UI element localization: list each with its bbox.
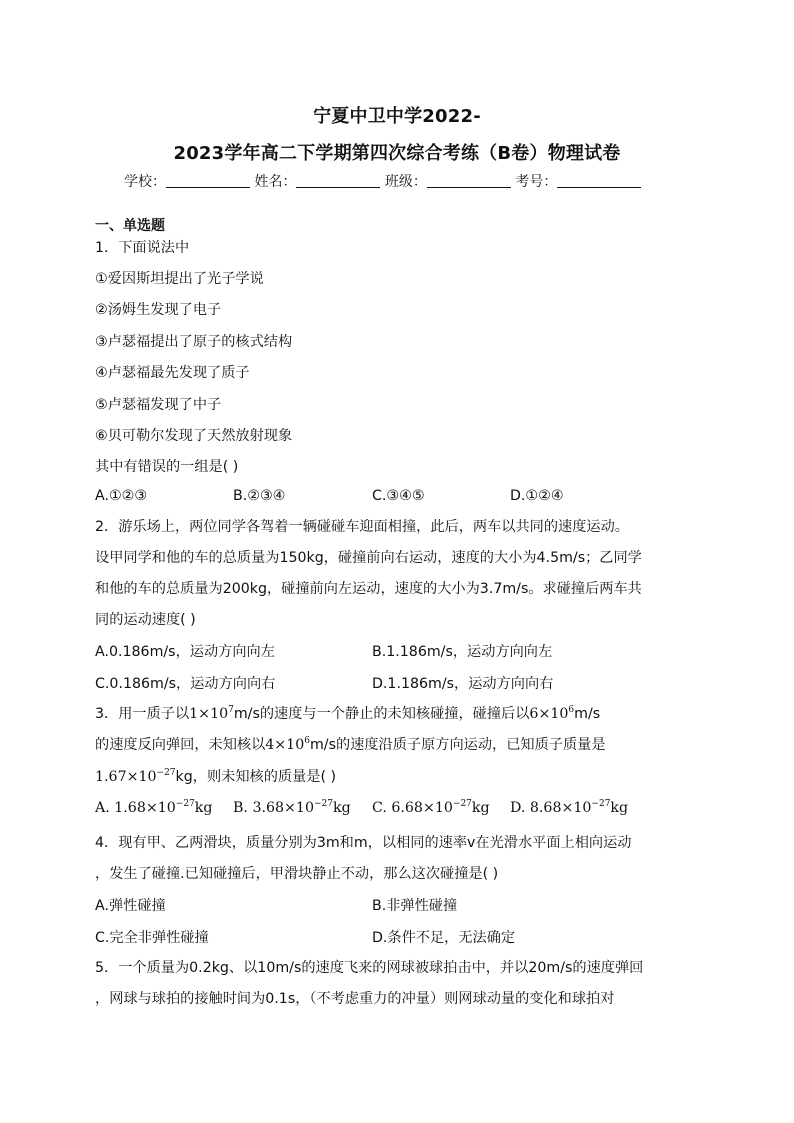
q3-value: 1×10 [189,706,229,722]
q1-option-d[interactable]: D.①②④ [510,488,564,504]
q3-text: 的速度反向弹回，未知核以 [95,737,266,753]
option-exponent: −27 [313,799,333,809]
q3-line-2 [95,735,606,755]
q4-option-a[interactable]: A.弹性碰撞 [95,898,166,914]
q3-line-3 [95,767,336,787]
exam-no-blank[interactable] [557,175,641,188]
q3-option-d[interactable] [510,800,628,816]
student-info-row [124,171,641,191]
option-value: D. 8.68×10 [510,800,592,816]
q2-option-d[interactable]: D.1.186m/s，运动方向向右 [372,676,554,692]
name-blank[interactable] [296,175,380,188]
option-unit: kg [610,800,629,816]
q1-option-a[interactable]: A.①②③ [95,488,148,504]
q2-line: 2．游乐场上，两位同学各驾着一辆碰碰车迎面相撞，此后，两车以共同的速度运动。 [95,519,629,535]
option-exponent: −27 [175,799,195,809]
q3-exponent: −27 [156,768,176,778]
q3-value: 1.67×10 [95,769,157,785]
q2-option-a[interactable]: A.0.186m/s，运动方向向左 [95,644,275,660]
q1-item: ④卢瑟福最先发现了质子 [95,365,250,381]
section-title: 一、单选题 [95,218,165,234]
q3-value: 4×10 [265,737,305,753]
option-value: A. 1.68×10 [95,800,176,816]
q3-option-c[interactable] [372,800,490,816]
option-exponent: −27 [591,799,611,809]
q5-line: 5．一个质量为0.2kg、以10m/s的速度飞来的网球被球拍击中，并以20m/s的速度弹回 [95,960,644,976]
q3-exponent: 7 [228,705,234,715]
exam-no-label: 考号： [515,174,558,190]
option-value: C. 6.68×10 [372,800,453,816]
class-blank[interactable] [427,175,511,188]
school-blank[interactable] [166,175,250,188]
q1-item: ⑤卢瑟福发现了中子 [95,397,222,413]
q3-option-a[interactable] [95,800,212,816]
q3-exponent: 6 [304,736,310,746]
option-unit: kg [194,800,213,816]
title-line-1: 宁夏中卫中学2022- [313,106,481,127]
q4-option-b[interactable]: B.非弹性碰撞 [372,898,458,914]
q2-line: 同的运动速度( ) [95,612,196,628]
q2-line: 和他的车的总质量为200kg，碰撞前向左运动，速度的大小为3.7m/s。求碰撞后两车共 [95,581,642,597]
q3-unit: m/s [574,706,601,722]
q4-line: ，发生了碰撞.已知碰撞后，甲滑块静止不动，那么这次碰撞是( ) [95,866,499,882]
q5-line: ，网球与球拍的接触时间为0.1s，（不考虑重力的冲量）则网球动量的变化和球拍对 [95,991,615,1007]
q1-option-b[interactable]: B.②③④ [233,488,286,504]
option-unit: kg [332,800,351,816]
q1-item: ⑥贝可勒尔发现了天然放射现象 [95,428,293,444]
q3-text: m/s的速度与一个静止的未知核碰撞，碰撞后以 [233,706,530,722]
q3-option-b[interactable] [233,800,351,816]
q2-line: 设甲同学和他的车的总质量为150kg，碰撞前向右运动，速度的大小为4.5m/s；乙同学 [95,550,642,566]
title-line-2: 2023学年高二下学期第四次综合考练（B卷）物理试卷 [173,143,621,164]
q1-option-c[interactable]: C.③④⑤ [372,488,425,504]
q2-option-b[interactable]: B.1.186m/s，运动方向向左 [372,644,553,660]
school-label: 学校： [124,174,166,190]
option-unit: kg [471,800,490,816]
q3-text: 3．用一质子以 [95,706,190,722]
q1-item: ①爱因斯坦提出了光子学说 [95,271,264,287]
q3-value: 6×10 [529,706,569,722]
q3-text: m/s的速度沿质子原方向运动，已知质子质量是 [309,737,606,753]
option-value: B. 3.68×10 [233,800,314,816]
q3-line-1 [95,704,600,724]
q1-item: ②汤姆生发现了电子 [95,302,222,318]
q4-line: 4．现有甲、乙两滑块，质量分别为3m和m，以相同的速率v在光滑水平面上相向运动 [95,835,632,851]
q4-option-c[interactable]: C.完全非弹性碰撞 [95,930,209,946]
option-exponent: −27 [452,799,472,809]
q2-option-c[interactable]: C.0.186m/s，运动方向向右 [95,676,276,692]
q1-item: ③卢瑟福提出了原子的核式结构 [95,334,293,350]
q1-question: 其中有错误的一组是( ) [95,459,239,475]
q4-option-d[interactable]: D.条件不足，无法确定 [372,930,516,946]
name-label: 姓名： [254,174,297,190]
q3-text: kg，则未知核的质量是( ) [175,769,337,785]
class-label: 班级： [384,174,427,190]
q3-exponent: 6 [568,705,575,715]
q1-stem: 1．下面说法中 [95,240,190,256]
